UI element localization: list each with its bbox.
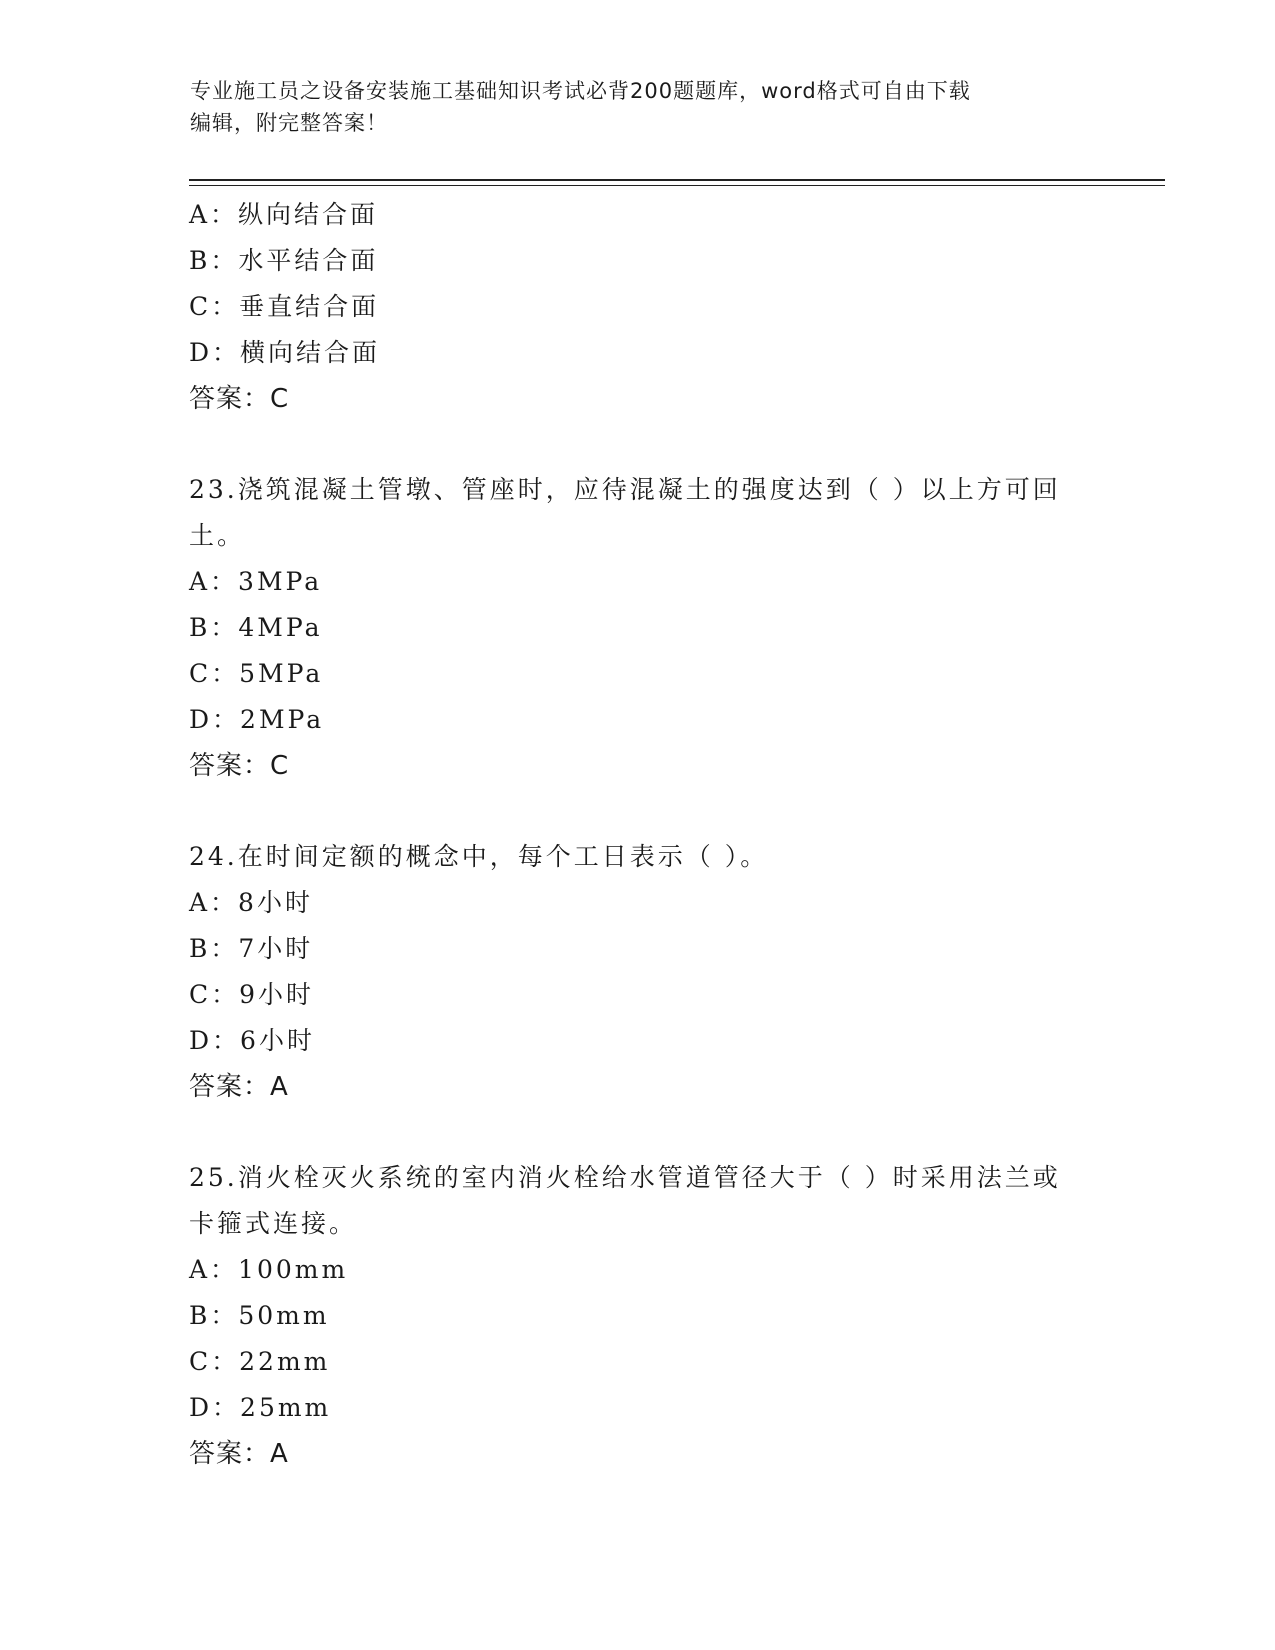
option-d: D：2MPa [189, 705, 325, 734]
answer: 答案：A [189, 1072, 289, 1102]
option-d: D：横向结合面 [189, 338, 381, 367]
option-b: B：4MPa [189, 613, 323, 642]
question-text: 23.浇筑混凝土管墩、管座时，应待混凝土的强度达到（ ）以上方可回土。 [189, 475, 1061, 550]
option-b: B：50mm [189, 1301, 330, 1330]
option-a: A：8小时 [189, 888, 313, 917]
header-divider-thin [189, 185, 1165, 186]
option-c: C：垂直结合面 [189, 292, 380, 321]
option-c: C：5MPa [189, 659, 324, 688]
answer: 答案：C [189, 384, 290, 414]
option-a: A：100mm [189, 1255, 349, 1284]
question-block-23 [189, 467, 1089, 789]
option-d: D：6小时 [189, 1026, 315, 1055]
header-divider-thick [189, 179, 1165, 181]
header-line-2: 编辑，附完整答案！ [190, 111, 388, 135]
question-list [189, 192, 1089, 1477]
option-d: D：25mm [189, 1393, 332, 1422]
option-b: B：7小时 [189, 934, 314, 963]
answer: 答案：C [189, 751, 290, 781]
document-header [190, 75, 1070, 139]
option-a: A：3MPa [189, 567, 323, 596]
option-a: A：纵向结合面 [189, 200, 379, 229]
option-b: B：水平结合面 [189, 246, 379, 275]
answer: 答案：A [189, 1439, 289, 1469]
header-line-1: 专业施工员之设备安装施工基础知识考试必背200题题库，word格式可自由下载 [190, 79, 971, 103]
option-c: C：9小时 [189, 980, 315, 1009]
question-block-24 [189, 834, 1089, 1110]
question-text: 25.消火栓灭火系统的室内消火栓给水管道管径大于（ ）时采用法兰或卡箍式连接。 [189, 1163, 1061, 1238]
question-block-25 [189, 1155, 1089, 1477]
option-c: C：22mm [189, 1347, 331, 1376]
question-block-22 [189, 192, 1089, 422]
question-text: 24.在时间定额的概念中，每个工日表示（ ）。 [189, 842, 769, 871]
